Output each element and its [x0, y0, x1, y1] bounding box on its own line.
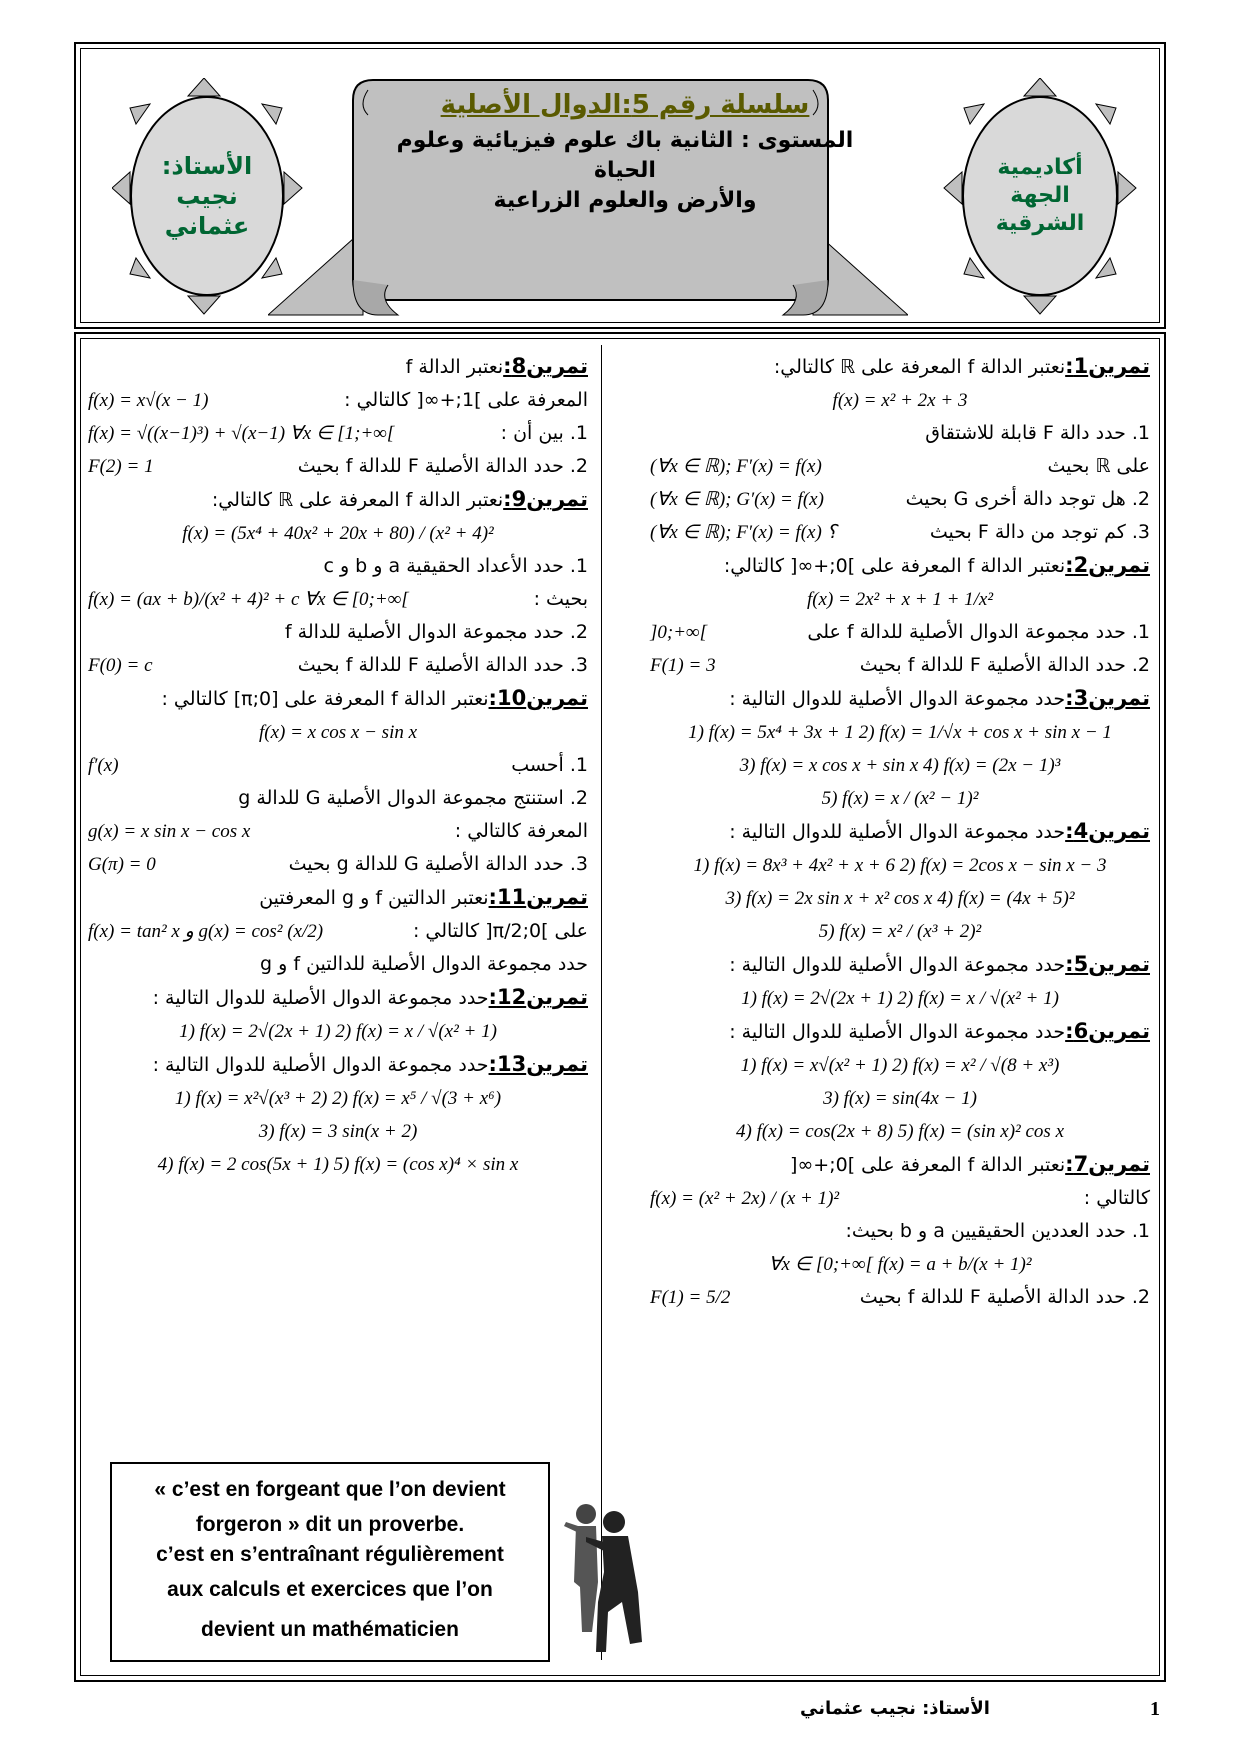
exercise-line-text: 1. حدد العددين الحقيقيين a و b بحيث: [845, 1220, 1150, 1242]
exercise-line-text: 1. بين أن : [500, 422, 588, 444]
exercise-line [88, 649, 588, 682]
exercise-title: تمرين4: [1065, 819, 1150, 843]
math-expression: 5) f(x) = x / (x² − 1)² [821, 788, 979, 809]
level-line-2: والأرض والعلوم الزراعية [493, 188, 757, 213]
proverb-quote-box [110, 1462, 550, 1662]
math-expression: 1) f(x) = 2√(2x + 1) 2) f(x) = x / √(x² + 1) [179, 1021, 497, 1042]
exercise-line-text: بحيث : [533, 588, 588, 610]
exercise-line [88, 1082, 588, 1115]
exercise-line-text: المعرفة كالتالي : [454, 820, 588, 842]
exercise-line [88, 450, 588, 483]
quote-line-3: c’est en s’entraînant régulièrement [156, 1543, 504, 1566]
exercise-statement: حدد مجموعة الدوال الأصلية للدوال التالية : [152, 1054, 489, 1076]
exercise-line [88, 948, 588, 981]
exercise-line-text: 3. حدد الدالة الأصلية G للدالة g بحيث [288, 853, 588, 875]
exercise-line [650, 915, 1150, 948]
exercise-line [88, 682, 588, 716]
math-expression: 1) f(x) = 8x³ + 4x² + x + 6 2) f(x) = 2cos x − sin x − 3 [693, 855, 1107, 876]
exercise-line [88, 881, 588, 915]
math-expression: f(x) = tan² x و g(x) = cos² (x/2) [88, 921, 324, 942]
exercise-line-text: المعرفة على ]1;+∞[ كالتالي : [344, 389, 588, 411]
exercise-line-text: 2. حدد الدالة الأصلية F للدالة f بحيث [859, 654, 1150, 676]
exercise-line [650, 982, 1150, 1015]
exercise-title: تمرين10: [488, 686, 588, 710]
exercise-block [650, 815, 1150, 948]
exercise-line-text: 2. حدد مجموعة الدوال الأصلية للدالة f [284, 621, 588, 643]
math-expression: 5) f(x) = x² / (x³ + 2)² [818, 921, 982, 942]
math-expression: 3) f(x) = 3 sin(x + 2) [258, 1121, 418, 1142]
exercise-line [650, 516, 1150, 549]
math-expression: 4) f(x) = 2 cos(5x + 1) 5) f(x) = (cos x)⁴ × sin x [157, 1154, 519, 1175]
exercise-line-text: على ]0;π/2[ كالتالي : [412, 920, 588, 942]
quote-line-5: devient un mathématicien [201, 1618, 459, 1641]
exercise-line-text [729, 682, 1150, 716]
exercise-block [88, 483, 588, 682]
exercise-block [650, 549, 1150, 682]
math-expression: f(x) = (ax + b)/(x² + 4)² + c ∀x ∈ [0;+∞[ [88, 589, 409, 610]
exercise-line [650, 350, 1150, 384]
exercise-line [650, 616, 1150, 649]
exercise-line-text: 1. حدد الأعداد الحقيقية a و b و c [323, 555, 588, 577]
math-expression: F(1) = 3 [650, 655, 716, 676]
exercise-line [88, 350, 588, 384]
math-expression: f(x) = (5x⁴ + 40x² + 20x + 80) / (x² + 4)² [182, 523, 494, 544]
math-expression: 3) f(x) = x cos x + sin x 4) f(x) = (2x − 1)³ [739, 755, 1061, 776]
math-expression: f′(x) [88, 755, 119, 776]
exercise-statement: نعتبر الدالة f المعرفة على ℝ كالتالي: [211, 489, 504, 511]
exercise-line [650, 1215, 1150, 1248]
exercise-line [650, 1182, 1150, 1215]
quote-line-2: forgeron » dit un proverbe. [195, 1513, 465, 1536]
exercise-line [650, 1082, 1150, 1115]
exercise-line [650, 483, 1150, 516]
exercise-line [88, 483, 588, 517]
exercise-block [88, 881, 588, 981]
exercise-title: تمرين6: [1065, 1019, 1150, 1043]
quote-line-4: aux calculs et exercices que l’on [167, 1578, 493, 1601]
exercise-line [88, 848, 588, 881]
exercise-line [650, 417, 1150, 450]
exercise-statement: حدد مجموعة الدوال الأصلية للدوال التالية : [729, 954, 1066, 976]
series-title: سلسلة رقم 5:الدوال الأصلية [440, 90, 810, 120]
exercise-statement: نعتبر الدالة f المعرفة على ]0;+∞[ [790, 1154, 1066, 1176]
exercise-line [650, 716, 1150, 749]
academy-line3: الشرقية [995, 211, 1085, 236]
exercise-line [650, 649, 1150, 682]
exercise-statement: نعتبر الدالة f المعرفة على ]0;+∞[ كالتالي: [723, 555, 1066, 577]
math-expression: 3) f(x) = 2x sin x + x² cos x 4) f(x) = (4x + 5)² [725, 888, 1075, 909]
math-expression: 1) f(x) = 5x⁴ + 3x + 1 2) f(x) = 1/√x + cos x + sin x − 1 [688, 722, 1112, 743]
exercise-line [88, 1148, 588, 1181]
exercise-line-text: 2. استنتج مجموعة الدوال الأصلية G للدالة g [238, 787, 588, 809]
academy-line2: الجهة [1010, 183, 1070, 208]
exercise-title: تمرين8: [503, 354, 588, 378]
exercise-statement: حدد مجموعة الدوال الأصلية للدوال التالية : [729, 1021, 1066, 1043]
math-expression: 4) f(x) = cos(2x + 8) 5) f(x) = (sin x)² cos x [736, 1121, 1064, 1142]
exercise-line-text [790, 1148, 1150, 1182]
exercises-left-column [88, 350, 588, 1181]
exercise-block [88, 682, 588, 881]
exercise-line [88, 1048, 588, 1082]
math-expression: f(x) = x² + 2x + 3 [832, 390, 968, 411]
exercise-line [650, 749, 1150, 782]
exercise-title: تمرين5: [1065, 952, 1150, 976]
exercise-title: تمرين9: [503, 487, 588, 511]
exercise-line-text: 2. حدد الدالة الأصلية F للدالة f بحيث [297, 455, 588, 477]
exercise-block [650, 948, 1150, 1015]
banner-text [380, 90, 870, 216]
math-expression: G(π) = 0 [88, 854, 156, 875]
exercise-line [650, 782, 1150, 815]
exercise-line [650, 450, 1150, 483]
exercise-line [88, 1015, 588, 1048]
exercise-line-text: 3. كم توجد من دالة F بحيث [929, 521, 1150, 543]
exercise-line [88, 815, 588, 848]
math-expression: f(x) = x cos x − sin x [258, 722, 418, 743]
exercise-line [650, 815, 1150, 849]
exercise-line-text [153, 981, 588, 1015]
exercise-block [88, 350, 588, 483]
exercise-line [88, 1115, 588, 1148]
level-line-1: المستوى : الثانية باك علوم فيزيائية وعلوم الحياة [396, 128, 854, 183]
exercise-line-text: 1. حدد مجموعة الدوال الأصلية للدالة f على [807, 621, 1150, 643]
exercise-line-text: 3. حدد الدالة الأصلية F للدالة f بحيث [297, 654, 588, 676]
exercise-line [650, 1281, 1150, 1314]
exercise-line [650, 948, 1150, 982]
exercise-statement: نعتبر الدالتين f و g المعرفتين [259, 887, 489, 909]
exercise-line [650, 682, 1150, 716]
exercise-title: تمرين1: [1065, 354, 1150, 378]
exercise-title: تمرين2: [1065, 553, 1150, 577]
exercise-line-text: على ℝ بحيث [1047, 455, 1150, 477]
math-expression: f(x) = 2x² + x + 1 + 1/x² [806, 589, 994, 610]
exercise-line [88, 782, 588, 815]
math-expression: F(0) = c [88, 655, 153, 676]
exercise-line [88, 384, 588, 417]
exercise-title: تمرين3: [1065, 686, 1150, 710]
exercise-line-text [259, 881, 588, 915]
academy-ellipse [962, 96, 1118, 296]
exercise-line [650, 549, 1150, 583]
exercise-line-text [212, 483, 588, 517]
exercise-line [88, 749, 588, 782]
exercise-statement: حدد مجموعة الدوال الأصلية للدوال التالية : [152, 987, 489, 1009]
exercise-block [88, 1048, 588, 1181]
exercise-line [650, 882, 1150, 915]
math-expression: 1) f(x) = x²√(x³ + 2) 2) f(x) = x⁵ / √(3 + x⁶) [174, 1088, 502, 1109]
exercise-line [650, 384, 1150, 417]
exercise-statement: نعتبر الدالة f المعرفة على ℝ كالتالي: [773, 356, 1066, 378]
exercise-line [650, 849, 1150, 882]
math-expression: g(x) = x sin x − cos x [88, 821, 251, 842]
exercise-line [650, 1148, 1150, 1182]
exercise-statement: حدد مجموعة الدوال الأصلية للدوال التالية : [729, 688, 1066, 710]
math-expression: (∀x ∈ ℝ); F′(x) = f(x) [650, 456, 822, 477]
teacher-last-name: عثماني [164, 212, 250, 240]
exercise-line-text [729, 948, 1150, 982]
exercise-line-text [774, 350, 1150, 384]
math-expression: ]0;+∞[ [650, 622, 707, 643]
exercise-line-text: 2. حدد الدالة الأصلية F للدالة f بحيث [859, 1286, 1150, 1308]
exercise-title: تمرين12: [488, 985, 588, 1009]
exercise-line [88, 716, 588, 749]
math-expression: f(x) = (x² + 2x) / (x + 1)² [650, 1188, 840, 1209]
column-divider [601, 345, 602, 1660]
math-expression: f(x) = x√(x − 1) [88, 390, 209, 411]
teacher-first-name: نجيب [176, 182, 238, 210]
exercise-line [88, 583, 588, 616]
math-expression: 3) f(x) = sin(4x − 1) [823, 1088, 977, 1109]
math-expression: 1) f(x) = 2√(2x + 1) 2) f(x) = x / √(x² + 1) [741, 988, 1059, 1009]
exercise-line [650, 1248, 1150, 1281]
exercise-title: تمرين11: [488, 885, 588, 909]
exercise-line [650, 1015, 1150, 1049]
exercise-block [650, 1015, 1150, 1148]
academy-line1: أكاديمية [997, 155, 1083, 180]
exercise-line [650, 583, 1150, 616]
exercise-block [650, 350, 1150, 549]
exercise-line [88, 981, 588, 1015]
exercise-line-text: 1. أحسب [511, 754, 588, 776]
exercise-line-text [153, 1048, 588, 1082]
exercise-title: تمرين7: [1065, 1152, 1150, 1176]
math-expression: f(x) = √((x−1)³) + √(x−1) ∀x ∈ [1;+∞[ [88, 423, 395, 444]
exercise-block [88, 981, 588, 1048]
math-expression: ∀x ∈ [0;+∞[ f(x) = a + b/(x + 1)² [768, 1254, 1032, 1275]
exercise-line-text [724, 549, 1150, 583]
exercise-block [650, 1148, 1150, 1314]
math-expression: F(2) = 1 [88, 456, 154, 477]
exercise-title: تمرين13: [488, 1052, 588, 1076]
exercise-line [88, 517, 588, 550]
math-expression: (∀x ∈ ℝ); F′(x) = f(x) ؟ [650, 522, 837, 543]
exercise-line [88, 550, 588, 583]
page-number: 1 [1150, 1698, 1160, 1720]
exercise-statement: نعتبر الدالة f المعرفة على [0;π] كالتالي : [161, 688, 489, 710]
math-expression: (∀x ∈ ℝ); G′(x) = f(x) [650, 489, 824, 510]
math-expression: 1) f(x) = x√(x² + 1) 2) f(x) = x² / √(8 + x³) [740, 1055, 1060, 1076]
exercise-line [88, 915, 588, 948]
exercise-line [650, 1115, 1150, 1148]
exercise-line [650, 1049, 1150, 1082]
exercise-line-text: حدد مجموعة الدوال الأصلية للدالتين f و g [260, 953, 588, 975]
exercise-line-text [406, 350, 588, 384]
exercise-line-text: 1. حدد دالة F قابلة للاشتقاق [925, 422, 1150, 444]
exercise-line-text [161, 682, 588, 716]
exercises-right-column [650, 350, 1150, 1314]
exercise-line [88, 616, 588, 649]
exercise-line-text: كالتالي : [1083, 1187, 1150, 1209]
teacher-ellipse [130, 96, 284, 296]
footer-teacher: الأستاذ: نجيب عثماني [800, 1698, 990, 1719]
exercise-statement: نعتبر الدالة f [405, 356, 504, 378]
teacher-student-silhouette [556, 1492, 646, 1662]
exercise-line-text: 2. هل توجد دالة أخرى G بحيث [905, 488, 1150, 510]
exercise-line [88, 417, 588, 450]
teacher-label: الأستاذ: [161, 152, 253, 180]
exercise-line-text [729, 1015, 1150, 1049]
exercise-statement: حدد مجموعة الدوال الأصلية للدوال التالية : [729, 821, 1066, 843]
exercise-block [650, 682, 1150, 815]
exercise-line-text [729, 815, 1150, 849]
math-expression: F(1) = 5/2 [650, 1287, 731, 1308]
quote-line-1: « c’est en forgeant que l’on devient [154, 1478, 506, 1501]
